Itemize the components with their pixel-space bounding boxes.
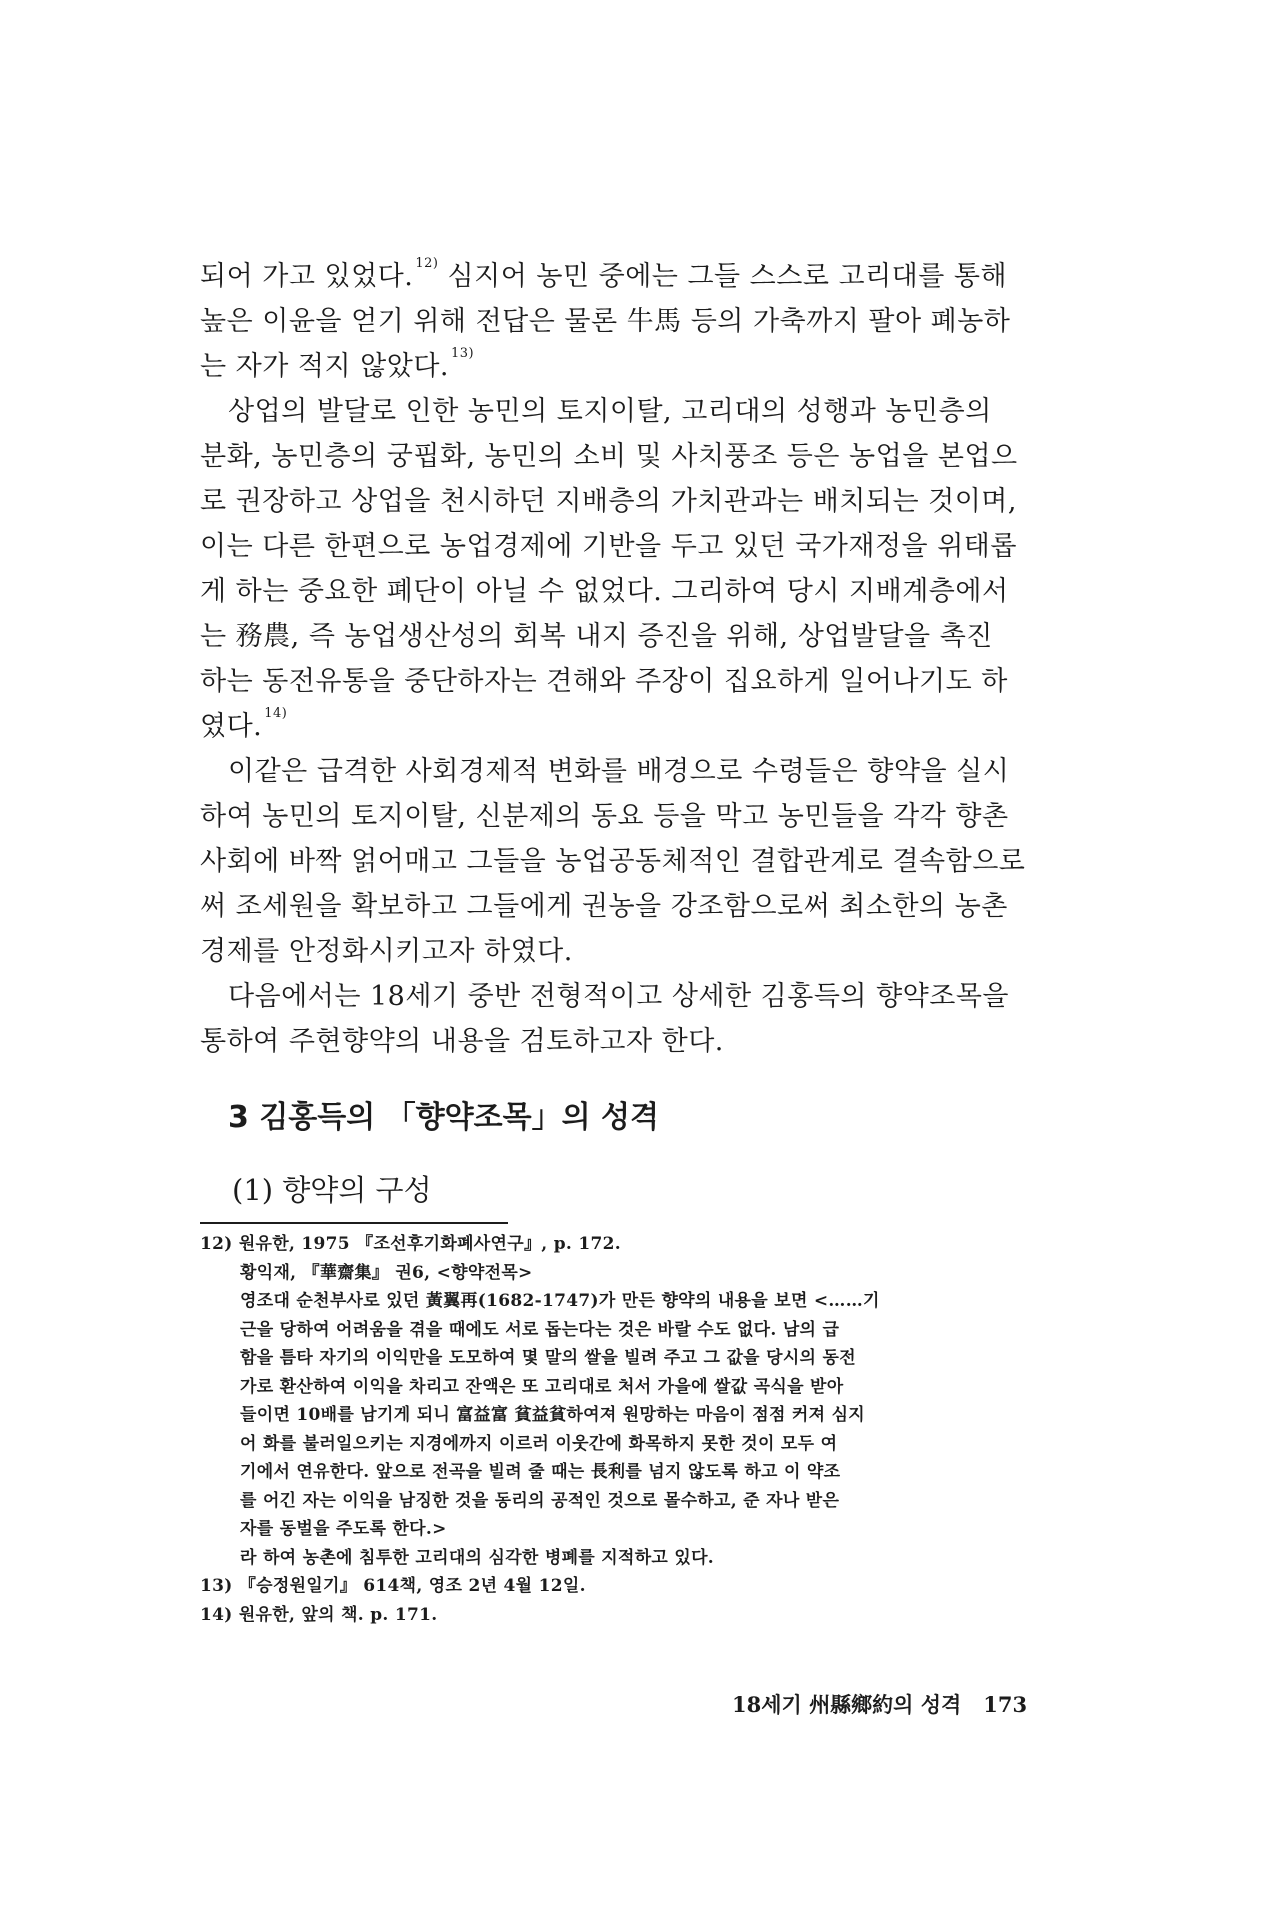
paragraph-line: 하는 동전유통을 중단하자는 견해와 주장이 집요하게 일어나기도 하 (200, 666, 1008, 697)
footnote-line: 기에서 연유한다. 앞으로 전곡을 빌려 줄 때는 長利를 넘지 않도록 하고 이 약조 (240, 1462, 841, 1482)
footnote-line: 14) 원유한, 앞의 책. p. 171. (200, 1604, 438, 1625)
footnote-ref: 14) (264, 706, 288, 721)
footnote-line: 영조대 순천부사로 있던 黃翼再(1682-1747)가 만든 향약의 내용을 보면 <……기 (240, 1291, 880, 1311)
footnote-line: 자를 동벌을 주도록 한다.> (240, 1519, 447, 1539)
page-number: 173 (983, 1692, 1028, 1717)
paragraph-line: 분화, 농민층의 궁핍화, 농민의 소비 및 사치풍조 등은 농업을 본업으 (200, 441, 1018, 472)
line-text: 는 자가 적지 않았다. (200, 351, 449, 382)
paragraph-line (200, 704, 1092, 749)
footnote-ref: 13) (451, 346, 475, 361)
footnote-line: 근을 당하여 어려움을 겪을 때에도 서로 돕는다는 것은 바랄 수도 없다. 남의 급 (240, 1319, 840, 1340)
body-text (200, 254, 1092, 1064)
paragraph-line: 이같은 급격한 사회경제적 변화를 배경으로 수령들은 향약을 실시 (228, 756, 1010, 787)
line-text: 되어 가고 있었다. (200, 261, 414, 292)
footnote-line: 들이면 10배를 남기게 되니 富益富 貧益貧하여져 원망하는 마음이 점점 커져 심지 (240, 1405, 866, 1425)
paragraph-line: 써 조세원을 확보하고 그들에게 권농을 강조함으로써 최소한의 농촌 (200, 891, 1008, 922)
paragraph-line (200, 344, 1092, 389)
paragraph-line: 하여 농민의 토지이탈, 신분제의 동요 등을 막고 농민들을 각각 향촌 (200, 801, 1009, 832)
footnote-line: 함을 틈타 자기의 이익만을 도모하여 몇 말의 쌀을 빌려 주고 그 값을 당시의 동전 (240, 1348, 856, 1368)
paragraph-line: 사회에 바짝 얽어매고 그들을 농업공동체적인 결합관계로 결속함으로 (200, 846, 1026, 877)
running-title: 18세기 州縣鄉約의 성격 (732, 1692, 962, 1717)
paragraph-line: 높은 이윤을 얻기 위해 전답은 물론 牛馬 등의 가축까지 팔아 폐농하 (200, 306, 1011, 337)
subsection-heading: (1) 향약의 구성 (232, 1173, 432, 1207)
paragraph-line: 로 권장하고 상업을 천시하던 지배층의 가치관과는 배치되는 것이며, (200, 486, 1017, 517)
footnote-ref: 12) (415, 256, 439, 271)
footnote-line: 12) 원유한, 1975 『조선후기화폐사연구』, p. 172. (200, 1234, 621, 1254)
footnote-line: 라 하여 농촌에 침투한 고리대의 심각한 병폐를 지적하고 있다. (240, 1547, 715, 1568)
line-text: 심지어 농민 중에는 그들 스스로 고리대를 통해 (438, 261, 1008, 292)
paragraph-line (200, 254, 1092, 299)
footnote-line: 황익재, 『華齋集』 권6, <향약전목> (240, 1262, 533, 1283)
footnote-line: 13) 『승정원일기』 614책, 영조 2년 4월 12일. (200, 1576, 586, 1596)
footnote-line: 를 어긴 자는 이익을 남징한 것을 동리의 공적인 것으로 몰수하고, 준 자나 받은 (240, 1490, 840, 1511)
paragraph-line: 이는 다른 한편으로 농업경제에 기반을 두고 있던 국가재정을 위태롭 (200, 531, 1017, 562)
paragraph-line: 는 務農, 즉 농업생산성의 회복 내지 증진을 위해, 상업발달을 촉진 (200, 621, 993, 652)
paragraph-line: 경제를 안정화시키고자 하였다. (200, 936, 573, 967)
paragraph-line: 다음에서는 18세기 중반 전형적이고 상세한 김홍득의 향약조목을 (228, 981, 1009, 1012)
paragraph-line: 통하여 주현향약의 내용을 검토하고자 한다. (200, 1026, 724, 1057)
paragraph-line: 상업의 발달로 인한 농민의 토지이탈, 고리대의 성행과 농민층의 (228, 396, 992, 427)
section-heading: 3 김홍득의 「향약조목」의 성격 (228, 1100, 659, 1135)
footnote-line: 어 화를 불러일으키는 지경에까지 이르러 이웃간에 화목하지 못한 것이 모두 여 (240, 1433, 838, 1454)
paragraph-line: 게 하는 중요한 폐단이 아닐 수 없었다. 그리하여 당시 지배계층에서 (200, 576, 1009, 607)
footnotes (200, 1230, 1100, 1629)
running-footer (732, 1690, 1027, 1720)
footnote-line: 가로 환산하여 이익을 차리고 잔액은 또 고리대로 처서 가을에 쌀값 곡식을 받아 (240, 1376, 844, 1397)
line-text: 였다. (200, 711, 263, 742)
footnote-rule (200, 1222, 508, 1224)
